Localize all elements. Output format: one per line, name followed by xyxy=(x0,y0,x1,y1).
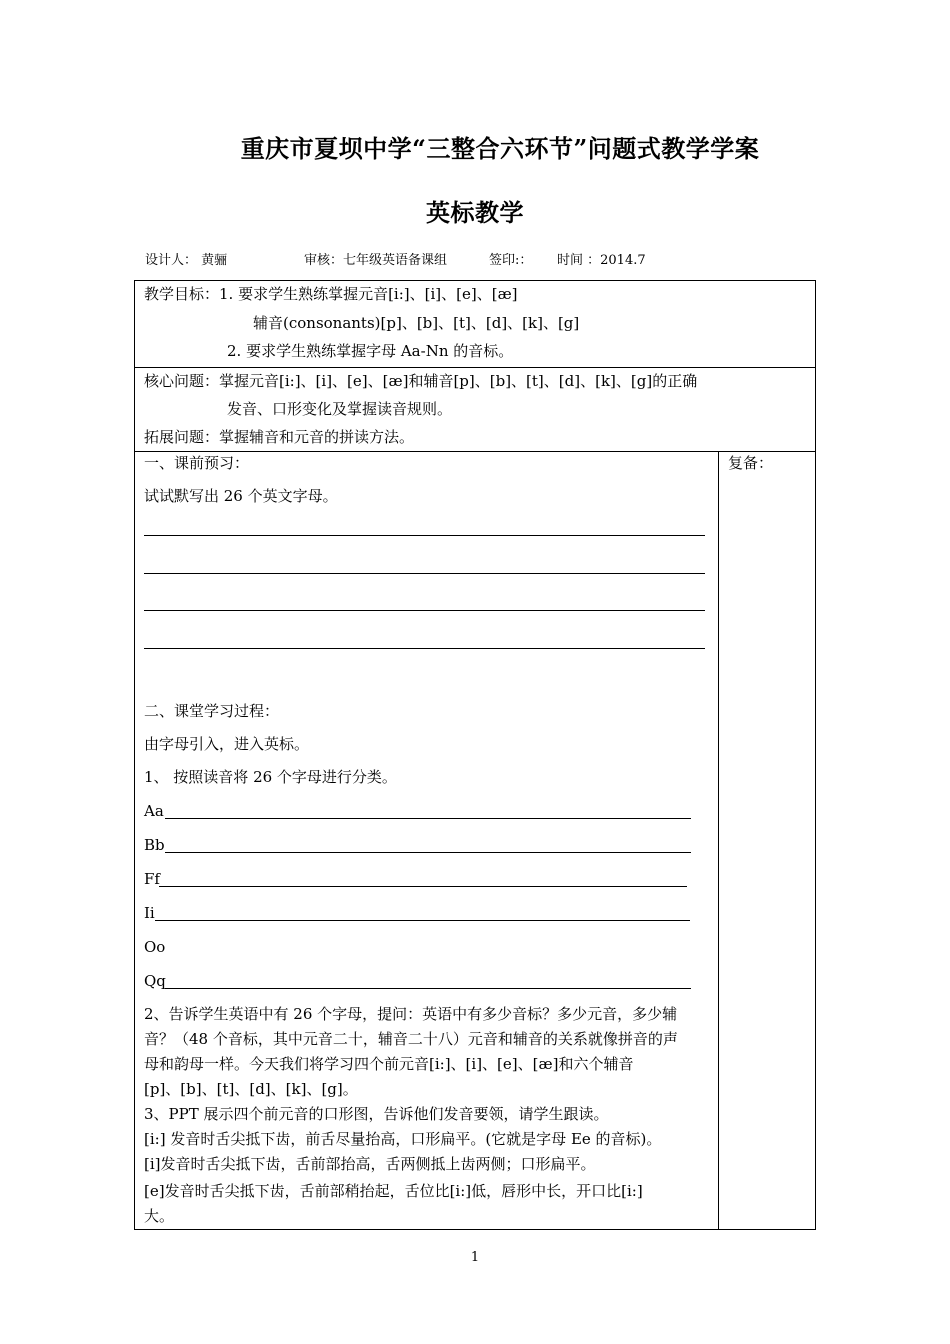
answer-line xyxy=(144,573,705,574)
letter-label: Oo xyxy=(144,938,166,956)
preview-task: 试试默写出 26 个英文字母。 xyxy=(144,487,338,505)
column-divider xyxy=(718,451,719,1229)
step-2-line-4: [p]、[b]、[t]、[d]、[k]、[g]。 xyxy=(144,1080,358,1098)
lesson-table xyxy=(134,280,816,1230)
side-label: 复备： xyxy=(728,454,774,472)
time: 时间 ：2014.7 xyxy=(557,253,646,268)
goals-line-2: 辅音(consonants)[p]、[b]、[t]、[d]、[k]、[g] xyxy=(253,314,580,332)
document-subtitle: 英标教学 xyxy=(426,198,524,227)
vowel-e-line-2: 大。 xyxy=(144,1207,175,1225)
answer-line xyxy=(155,920,690,921)
divider xyxy=(135,451,815,452)
process-heading: 二、课堂学习过程： xyxy=(144,702,280,720)
answer-line xyxy=(159,886,687,887)
vowel-i-short: [i]发音时舌尖抵下齿，舌前部抬高，舌两侧抵上齿两侧；口形扁平。 xyxy=(144,1155,596,1173)
seal: 签印:： xyxy=(489,253,533,268)
step-3: 3、PPT 展示四个前元音的口形图，告诉他们发音要领，请学生跟读。 xyxy=(144,1105,609,1123)
step-2-line-2: 音？（48 个音标，其中元音二十，辅音二十八）元音和辅音的关系就像拼音的声 xyxy=(144,1030,678,1048)
extension-question: 拓展问题：掌握辅音和元音的拼读方法。 xyxy=(144,428,415,446)
reviewer: 审核：七年级英语备课组 xyxy=(304,253,448,268)
letter-label: Ii xyxy=(144,904,155,922)
step-2-line-3: 母和韵母一样。今天我们将学习四个前元音[i:]、[i]、[e]、[æ]和六个辅音 xyxy=(144,1055,634,1073)
process-intro: 由字母引入，进入英标。 xyxy=(144,735,310,753)
step-1: 1、 按照读音将 26 个字母进行分类。 xyxy=(144,768,397,786)
answer-line xyxy=(165,852,691,853)
core-line-2: 发音、口形变化及掌握读音规则。 xyxy=(227,400,453,418)
divider xyxy=(135,367,815,368)
letter-label: Bb xyxy=(144,836,165,854)
core-line-1: 核心问题：掌握元音[i:]、[i]、[e]、[æ]和辅音[p]、[b]、[t]、[d]、[k]、[g]的正确 xyxy=(144,372,698,390)
document-title: 重庆市夏坝中学“三整合六环节”问题式教学学案 xyxy=(240,134,760,163)
goals-line-3: 2. 要求学生熟练掌握字母 Aa-Nn 的音标。 xyxy=(227,342,514,360)
meta-row xyxy=(145,249,646,268)
vowel-e-line-1: [e]发音时舌尖抵下齿，舌前部稍抬起，舌位比[i:]低，唇形中长，开口比[i:] xyxy=(144,1182,643,1200)
page-number: 1 xyxy=(470,1250,480,1265)
answer-line xyxy=(144,610,705,611)
step-2-line-1: 2、告诉学生英语中有 26 个字母，提问：英语中有多少音标？多少元音，多少辅 xyxy=(144,1005,678,1023)
answer-line xyxy=(144,648,705,649)
letter-label: Aa xyxy=(144,802,164,820)
answer-line xyxy=(165,988,691,989)
vowel-i-long: [i:] 发音时舌尖抵下齿，前舌尽量抬高，口形扁平。(它就是字母 Ee 的音标)。 xyxy=(144,1130,662,1148)
letter-label: Ff xyxy=(144,870,160,888)
preview-heading: 一、课前预习： xyxy=(144,454,250,472)
goals-line-1: 教学目标：1. 要求学生熟练掌握元音[i:]、[i]、[e]、[æ] xyxy=(144,285,518,303)
designer: 设计人： 黄骊 xyxy=(145,253,228,268)
answer-line xyxy=(165,818,691,819)
letter-label: Qq xyxy=(144,972,166,990)
answer-line xyxy=(144,535,705,536)
